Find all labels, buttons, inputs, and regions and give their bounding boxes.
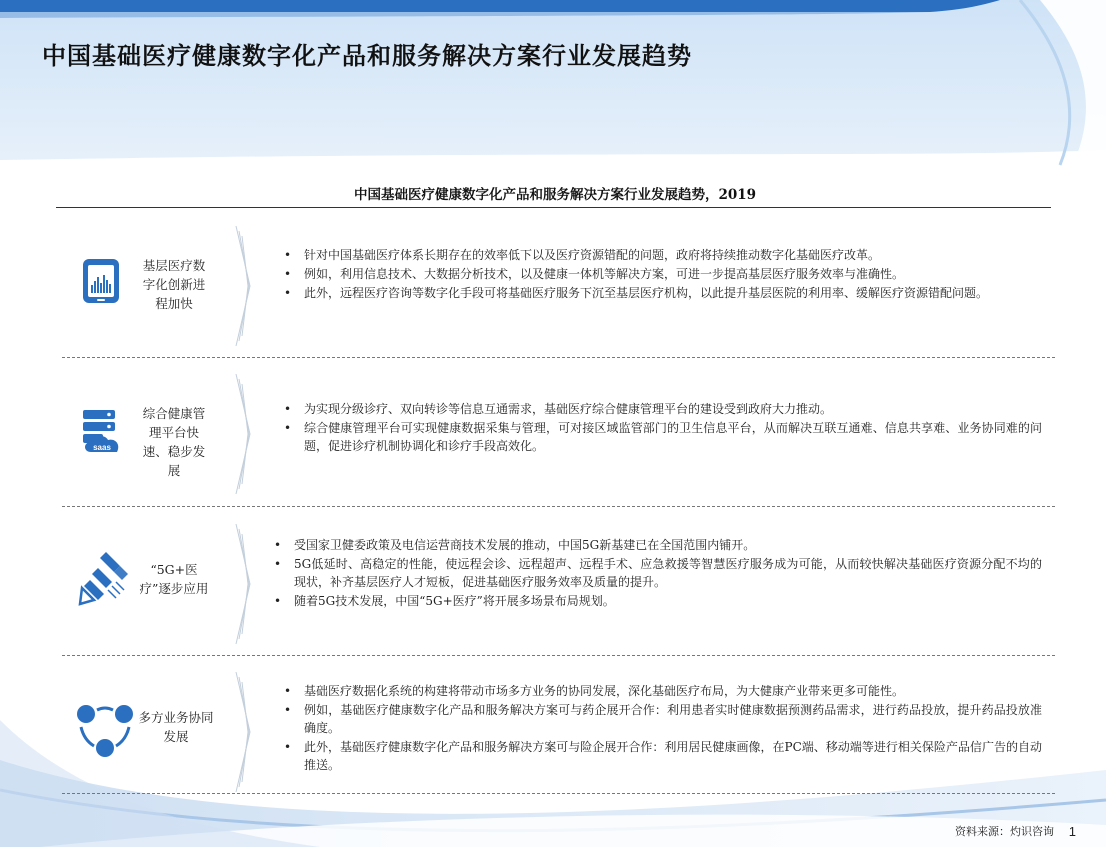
trend-row-4 [56,668,1051,798]
row-divider [62,655,1055,656]
satellite-icon [76,550,130,606]
list-item: • 此外，远程医疗咨询等数字化手段可将基础医疗服务下沉至基层医疗机构，以此提升基层医院的利用率、缓解医疗资源错配问题。 [282,284,1042,302]
page-title: 中国基础医疗健康数字化产品和服务解决方案行业发展趋势 [42,41,692,70]
collaboration-nodes-icon [74,702,136,758]
page-number: 1 [1068,824,1076,839]
list-item: • 例如，基础医疗健康数字化产品和服务解决方案可与药企展开合作：利用患者实时健康数据预测药品需求，进行药品投放，提升药品投放准确度。 [282,701,1042,737]
trend-row-3 [56,520,1051,650]
source-note: 资料来源：灼识咨询 [955,825,1054,838]
row-divider [62,793,1055,794]
list-item: • 基础医疗数据化系统的构建将带动市场多方业务的协同发展，深化基础医疗布局，为大健康产业带来更多可能性。 [282,682,1042,700]
trend-bullets [272,536,1042,611]
chevron-divider-icon [234,226,252,346]
trend-row-1 [56,222,1051,352]
list-item: • 随着5G技术发展，中国“5G+医疗”将开展多场景布局规划。 [272,592,1042,610]
trend-label: “5G+医疗”逐步应用 [139,562,209,596]
tablet-chart-icon [79,257,123,305]
chevron-divider-icon [234,524,252,644]
trend-row-2 [56,370,1051,500]
list-item: • 为实现分级诊疗、双向转诊等信息互通需求，基础医疗综合健康管理平台的建设受到政府大力推动。 [282,400,1042,418]
list-item: • 5G低延时、高稳定的性能，使远程会诊、远程超声、远程手术、应急救援等智慧医疗服务成为可能，从而较快解决基础医疗资源分配不均的现状，补齐基层医疗人才短板，促进基础医疗服务效率及质量的提升。 [272,555,1042,591]
list-item: • 针对中国基础医疗体系长期存在的效率低下以及医疗资源错配的问题，政府将持续推动数字化基础医疗改革。 [282,246,1042,264]
trend-label: 多方业务协同发展 [138,710,214,744]
list-item: • 此外，基础医疗健康数字化产品和服务解决方案可与险企展开合作：利用居民健康画像，在PC端、移动端等进行相关保险产品信广告的自动推送。 [282,738,1042,774]
chevron-divider-icon [234,374,252,494]
table-title: 中国基础医疗健康数字化产品和服务解决方案行业发展趋势，2019 [353,187,757,203]
list-item: • 例如，利用信息技术、大数据分析技术，以及健康一体机等解决方案，可进一步提高基层医疗服务效率与准确性。 [282,265,1042,283]
table-title-underline [56,207,1051,208]
trend-label: 基层医疗数字化创新进程加快 [142,258,206,311]
row-divider [62,506,1055,507]
trend-label: 综合健康管理平台快速、稳步发展 [142,406,206,478]
saas-server-icon [81,408,127,456]
trend-bullets [282,682,1042,775]
list-item: • 综合健康管理平台可实现健康数据采集与管理，可对接区域监管部门的卫生信息平台，从而解决互联互通难、信息共享难、业务协同难的问题，促进诊疗机制协调化和诊疗手段高效化。 [282,419,1042,455]
list-item: • 受国家卫健委政策及电信运营商技术发展的推动，中国5G新基建已在全国范围内铺开。 [272,536,1042,554]
trend-bullets [282,400,1042,456]
trend-bullets [282,246,1042,303]
row-divider [62,357,1055,358]
chevron-divider-icon [234,672,252,792]
saas-text: saas [93,443,111,452]
